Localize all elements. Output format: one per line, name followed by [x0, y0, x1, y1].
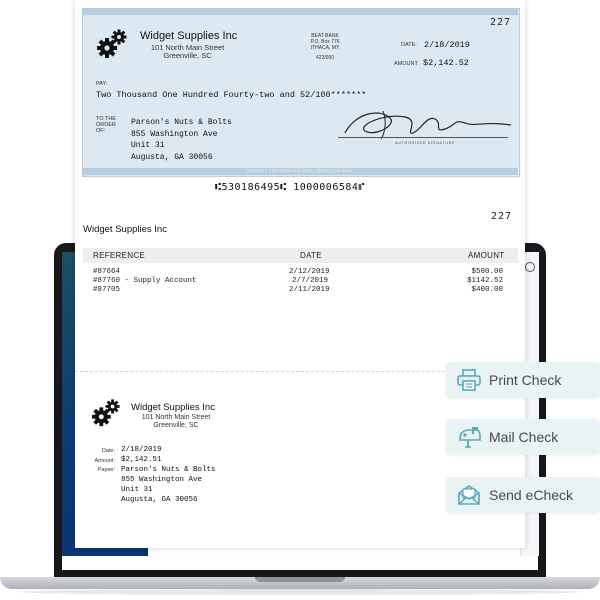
col-header-amount: AMOUNT [468, 251, 505, 260]
printer-icon [457, 369, 481, 391]
row3-amount: $400.00 [471, 286, 503, 294]
payee-address-line2: Unit 31 [131, 141, 165, 150]
check-top-bar [82, 8, 518, 15]
gears-logo-icon [95, 28, 129, 60]
lower-company-name: Widget Supplies Inc [131, 402, 215, 413]
send-echeck-button[interactable] [446, 477, 600, 513]
row2-amount: $1142.52 [466, 277, 503, 285]
security-notice: SECURITY FEATURES INCLUDED. DETAILS ON BACK [246, 169, 354, 173]
to-the-order-label [96, 116, 116, 134]
gears-logo-icon [90, 398, 122, 428]
amount-label: AMOUNT [394, 61, 418, 67]
micr-line: ⑆530186495⑆ 1000006584⑈ [215, 182, 365, 193]
bank-address-line1: P.O. Box 776 [310, 39, 340, 45]
email-icon [457, 484, 481, 506]
lower-address-line1: 101 North Main Street [141, 414, 211, 421]
panel-settings-icon[interactable] [525, 262, 535, 272]
mailbox-icon [457, 426, 481, 448]
stub-company-name: Widget Supplies Inc [83, 224, 167, 235]
lower-payee-address-line2: Unit 31 [121, 486, 153, 494]
stub-check-number: 227 [491, 211, 513, 222]
print-check-button[interactable] [446, 362, 600, 398]
row3-reference: #87705 [93, 286, 121, 294]
bank-address-line2: ITHACA, MY [310, 45, 340, 51]
lower-address-line2: Greenville, SC [153, 422, 199, 429]
row1-reference: #87664 [93, 268, 121, 276]
lower-date-label: Date: [101, 448, 115, 454]
bank-routing-fraction: 422/000 [315, 55, 335, 61]
bank-info [295, 33, 355, 61]
row2-date: 2/7/2019 [292, 277, 329, 285]
lower-payee-name: Parson's Nuts & Bolts [121, 466, 216, 474]
company-address-line1: 101 North Main Street [150, 43, 225, 52]
to-order-label-line1: TO THE [96, 116, 116, 122]
lower-payee-label: Payee: [97, 467, 115, 473]
payee-address-line3: Augusta, GA 30056 [131, 152, 213, 162]
mail-check-label: Mail Check [489, 429, 559, 445]
check-number: 227 [490, 17, 512, 28]
authorized-signature-label: AUTHORIZED SIGNATURE [395, 140, 456, 145]
date-label: DATE: [401, 42, 417, 48]
to-order-label-line3: OF: [96, 128, 106, 134]
send-echeck-label: Send eCheck [489, 487, 574, 503]
pay-label: PAY: [96, 81, 108, 87]
company-name: Widget Supplies Inc [140, 30, 238, 42]
lower-amount-label: Amount: [94, 458, 115, 464]
print-check-label: Print Check [489, 372, 562, 388]
to-order-label-line2: ORDER [96, 122, 116, 128]
payee-name: Parson's Nuts & Bolts [131, 118, 232, 127]
amount-in-words: Two Thousand One Hundred Fourty-two and 52/100******* [96, 90, 367, 100]
laptop-shadow [20, 589, 580, 595]
check-amount: $2,142.52 [423, 58, 469, 68]
signature-line [338, 137, 508, 138]
row1-amount: $500.00 [471, 268, 503, 276]
payee-block [131, 117, 232, 163]
company-address-line2: Greenville, SC [163, 51, 212, 60]
row2-reference: #87760 - Supply Account [93, 277, 197, 285]
bank-name: BEAT BANK [311, 33, 339, 39]
mail-check-button[interactable] [446, 419, 600, 455]
lower-payee-block [121, 465, 216, 505]
payee-address-line1: 855 Washington Ave [131, 129, 218, 139]
row3-date: 2/11/2019 [289, 286, 330, 294]
col-header-date: DATE [300, 251, 322, 260]
lower-amount: $2,142.51 [121, 456, 162, 464]
lower-date: 2/18/2019 [121, 446, 162, 454]
row1-date: 2/12/2019 [289, 268, 330, 276]
laptop-notch [255, 577, 345, 582]
check-date: 2/18/2019 [424, 40, 470, 50]
lower-payee-address-line1: 855 Washington Ave [121, 476, 203, 484]
lower-payee-address-line3: Augusta, GA 30056 [121, 496, 198, 504]
col-header-reference: REFERENCE [93, 251, 146, 260]
